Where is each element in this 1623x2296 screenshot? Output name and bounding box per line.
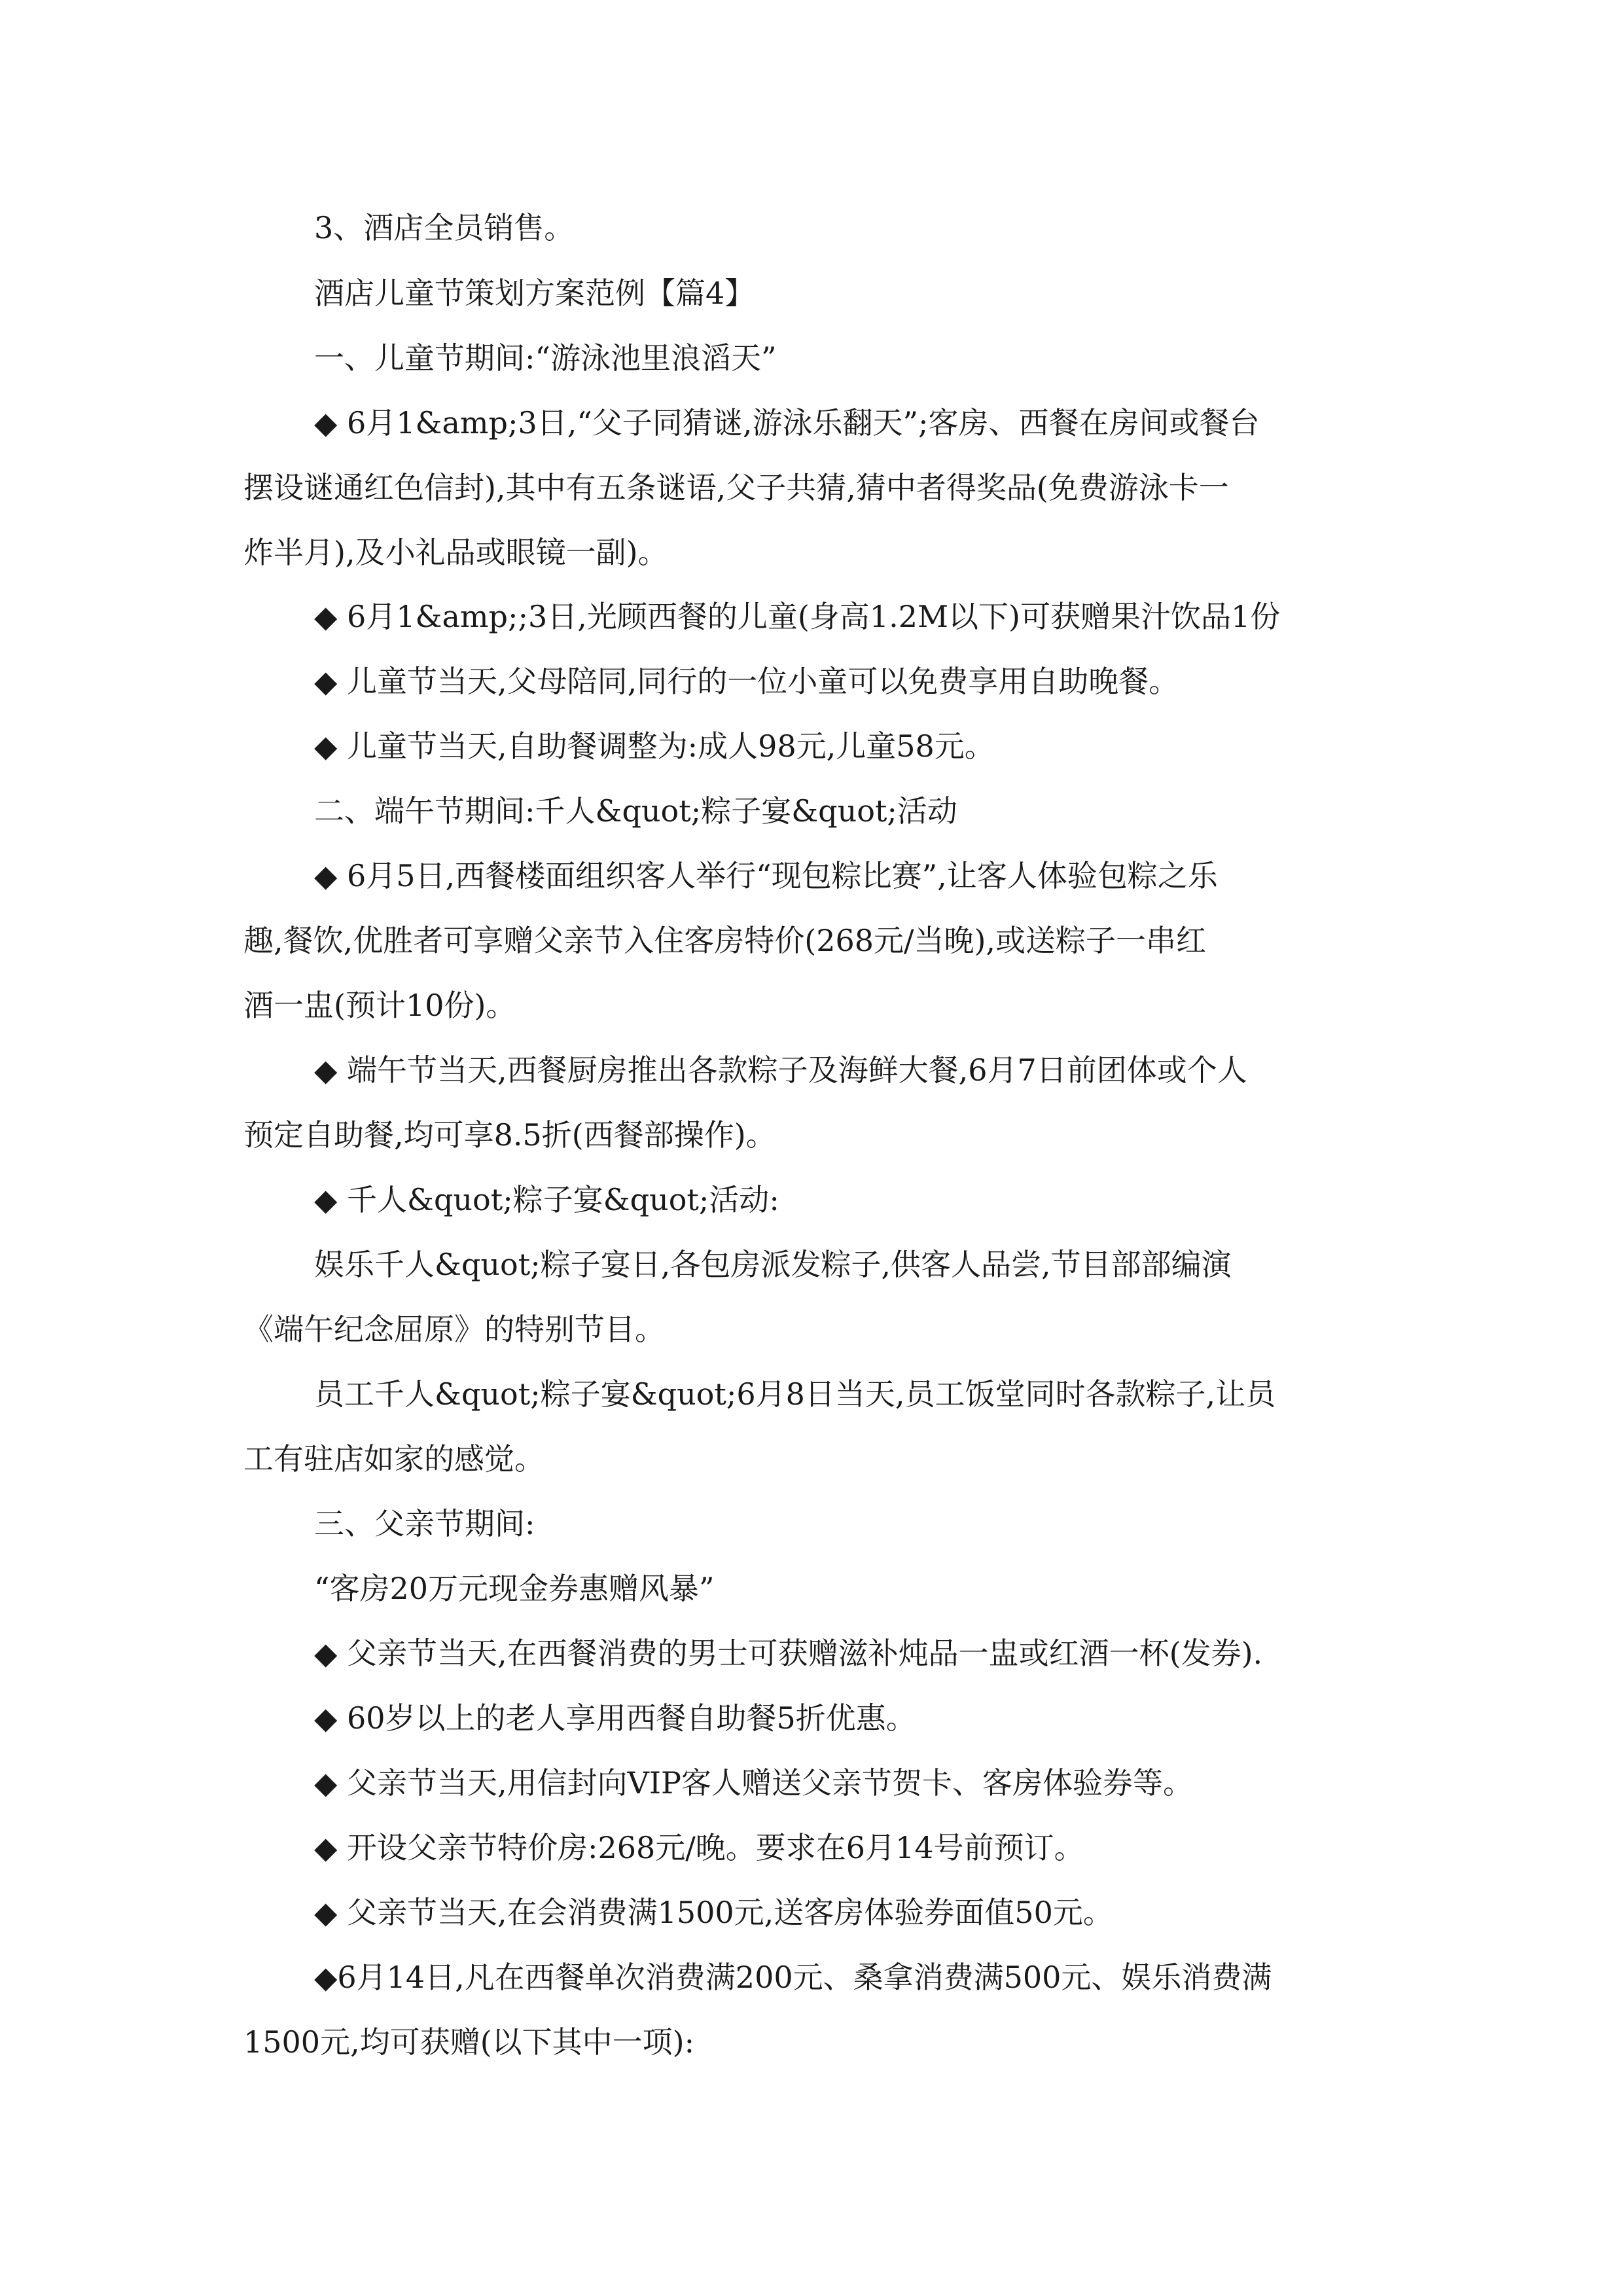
paragraph-line: ◆ 60岁以上的老人享用西餐自助餐5折优惠。 bbox=[314, 1700, 916, 1736]
section-heading: 二、端午节期间:千人&quot;粽子宴&quot;活动 bbox=[314, 793, 957, 829]
paragraph-line: ◆ 端午节当天,西餐厨房推出各款粽子及海鲜大餐,6月7日前团体或个人 bbox=[314, 1052, 1247, 1088]
section-title: 酒店儿童节策划方案范例【篇4】 bbox=[314, 276, 755, 311]
paragraph-line: 《端午纪念屈原》的特别节目。 bbox=[243, 1312, 665, 1347]
paragraph-line: ◆6月14日,凡在西餐单次消费满200元、桑拿消费满500元、娱乐消费满 bbox=[314, 1960, 1272, 1995]
paragraph-line: ◆ 父亲节当天,在西餐消费的男士可获赠滋补炖品一盅或红酒一杯(发券). bbox=[314, 1636, 1263, 1671]
paragraph-line: 炸半月),及小礼品或眼镜一副)。 bbox=[243, 535, 668, 570]
paragraph-line: 酒一盅(预计10份)。 bbox=[243, 988, 516, 1023]
paragraph-line: 工有驻店如家的感觉。 bbox=[243, 1441, 544, 1477]
paragraph-line: ◆ 儿童节当天,自助餐调整为:成人98元,儿童58元。 bbox=[314, 728, 995, 764]
paragraph-line: 1500元,均可获赠(以下其中一项): bbox=[243, 2024, 695, 2060]
paragraph-line: 员工千人&quot;粽子宴&quot;6月8日当天,员工饭堂同时各款粽子,让员 bbox=[314, 1376, 1276, 1412]
paragraph-line: ◆ 6月5日,西餐楼面组织客人举行“现包粽比赛”,让客人体验包粽之乐 bbox=[314, 858, 1218, 893]
paragraph-line: ◆ 6月1&amp;;3日,光顾西餐的儿童(身高1.2M以下)可获赠果汁饮品1份 bbox=[314, 599, 1281, 634]
paragraph-line: 3、酒店全员销售。 bbox=[314, 210, 575, 245]
section-heading: 一、儿童节期间:“游泳池里浪滔天” bbox=[314, 340, 777, 376]
paragraph-line: ◆ 千人&quot;粽子宴&quot;活动: bbox=[314, 1182, 779, 1217]
paragraph-line: ◆ 父亲节当天,用信封向VIP客人赠送父亲节贺卡、客房体验券等。 bbox=[314, 1765, 1193, 1801]
section-heading: 三、父亲节期间: bbox=[314, 1506, 535, 1541]
paragraph-line: “客房20万元现金券惠赠风暴” bbox=[314, 1571, 715, 1606]
paragraph-line: 预定自助餐,均可享8.5折(西餐部操作)。 bbox=[243, 1117, 776, 1153]
paragraph-line: 摆设谜通红色信封),其中有五条谜语,父子共猜,猜中者得奖品(免费游泳卡一 bbox=[243, 470, 1229, 505]
paragraph-line: ◆ 开设父亲节特价房:268元/晚。要求在6月14号前预订。 bbox=[314, 1830, 1084, 1865]
paragraph-line: 趣,餐饮,优胜者可享赠父亲节入住客房特价(268元/当晚),或送粽子一串红 bbox=[243, 923, 1207, 958]
paragraph-line: ◆ 6月1&amp;3日,“父子同猜谜,游泳乐翻天”;客房、西餐在房间或餐台 bbox=[314, 405, 1260, 440]
paragraph-line: 娱乐千人&quot;粽子宴日,各包房派发粽子,供客人品尝,节目部部编演 bbox=[314, 1247, 1232, 1282]
paragraph-line: ◆ 儿童节当天,父母陪同,同行的一位小童可以免费享用自助晚餐。 bbox=[314, 664, 1179, 699]
paragraph-line: ◆ 父亲节当天,在会消费满1500元,送客房体验券面值50元。 bbox=[314, 1895, 1113, 1930]
